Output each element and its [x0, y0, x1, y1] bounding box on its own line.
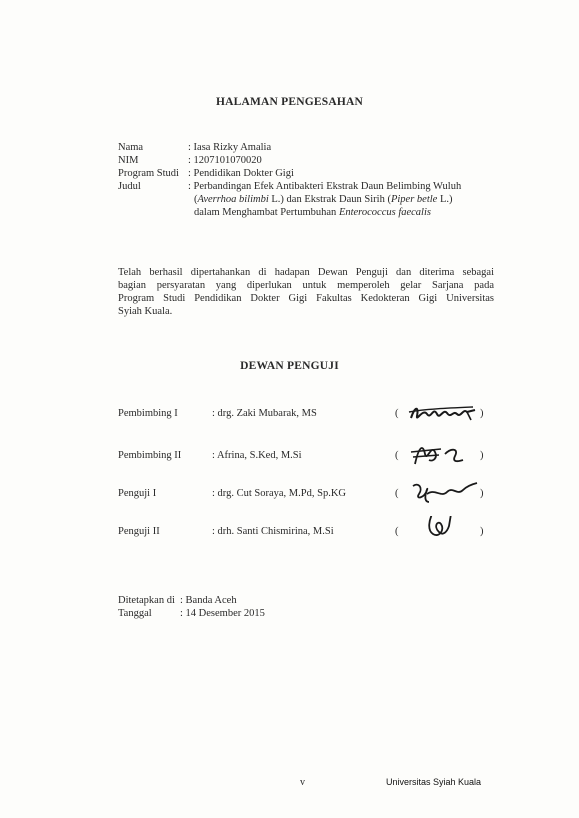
examiner-row [118, 488, 498, 508]
university-footer: Universitas Syiah Kuala [386, 777, 482, 787]
statement-line-3: Program Studi Pendidikan Dokter Gigi Fakultas Kedokteran Gigi Universitas [118, 293, 494, 304]
ditetapkan-value: : Banda Aceh [180, 595, 237, 606]
signature-image [405, 398, 479, 428]
page-number: v [300, 777, 305, 788]
prodi-label: Program Studi [118, 168, 179, 179]
nama-label: Nama [118, 142, 144, 153]
ditetapkan-label: Ditetapkan di [118, 595, 175, 606]
signature-image [405, 516, 479, 546]
examiner-row [118, 408, 498, 428]
examiner-role: Pembimbing II [118, 450, 182, 461]
examiner-name: : drh. Santi Chismirina, M.Si [212, 526, 334, 537]
judul-line-2: (Averrhoa bilimbi L.) dan Ekstrak Daun Sirih (Piper betle L.) [194, 194, 453, 205]
board-title: DEWAN PENGUJI [240, 360, 339, 372]
signature-image [405, 478, 479, 508]
signature-open-paren: ( [395, 450, 399, 461]
signature-close-paren: ) [480, 450, 484, 461]
nim-label: NIM [118, 155, 139, 166]
statement-line-4: Syiah Kuala. [118, 306, 173, 317]
examiner-role: Penguji II [118, 526, 160, 537]
tanggal-value: : 14 Desember 2015 [180, 608, 265, 619]
examiner-row [118, 450, 498, 470]
statement-line-1: Telah berhasil dipertahankan di hadapan Dewan Penguji dan diterima sebagai [118, 267, 494, 278]
examiner-role: Pembimbing I [118, 408, 178, 419]
signature-close-paren: ) [480, 526, 484, 537]
nim-value: : 1207101070020 [188, 155, 262, 166]
examiner-role: Penguji I [118, 488, 157, 499]
signature-close-paren: ) [480, 488, 484, 499]
nama-value: : Iasa Rizky Amalia [188, 142, 272, 153]
examiner-name: : drg. Cut Soraya, M.Pd, Sp.KG [212, 488, 346, 499]
statement-line-2: bagian persyaratan yang diperlukan untuk memperoleh gelar Sarjana pada [118, 280, 494, 291]
tanggal-label: Tanggal [118, 608, 152, 619]
judul-label: Judul [118, 181, 141, 192]
judul-value [188, 180, 579, 219]
signature-close-paren: ) [480, 408, 484, 419]
judul-line-1: : Perbandingan Efek Antibakteri Ekstrak Daun Belimbing Wuluh [188, 181, 462, 192]
page-title: HALAMAN PENGESAHAN [215, 96, 364, 108]
judul-line-3: dalam Menghambat Pertumbuhan Enterococcus faecalis [194, 207, 431, 218]
statement-paragraph [118, 266, 494, 318]
examiner-row [118, 526, 498, 546]
signature-open-paren: ( [395, 488, 399, 499]
examiner-name: : drg. Zaki Mubarak, MS [212, 408, 317, 419]
signature-open-paren: ( [395, 408, 399, 419]
prodi-value: : Pendidikan Dokter Gigi [188, 168, 294, 179]
examiner-name: : Afrina, S.Ked, M.Si [212, 450, 302, 461]
signature-open-paren: ( [395, 526, 399, 537]
signature-image [405, 440, 479, 470]
